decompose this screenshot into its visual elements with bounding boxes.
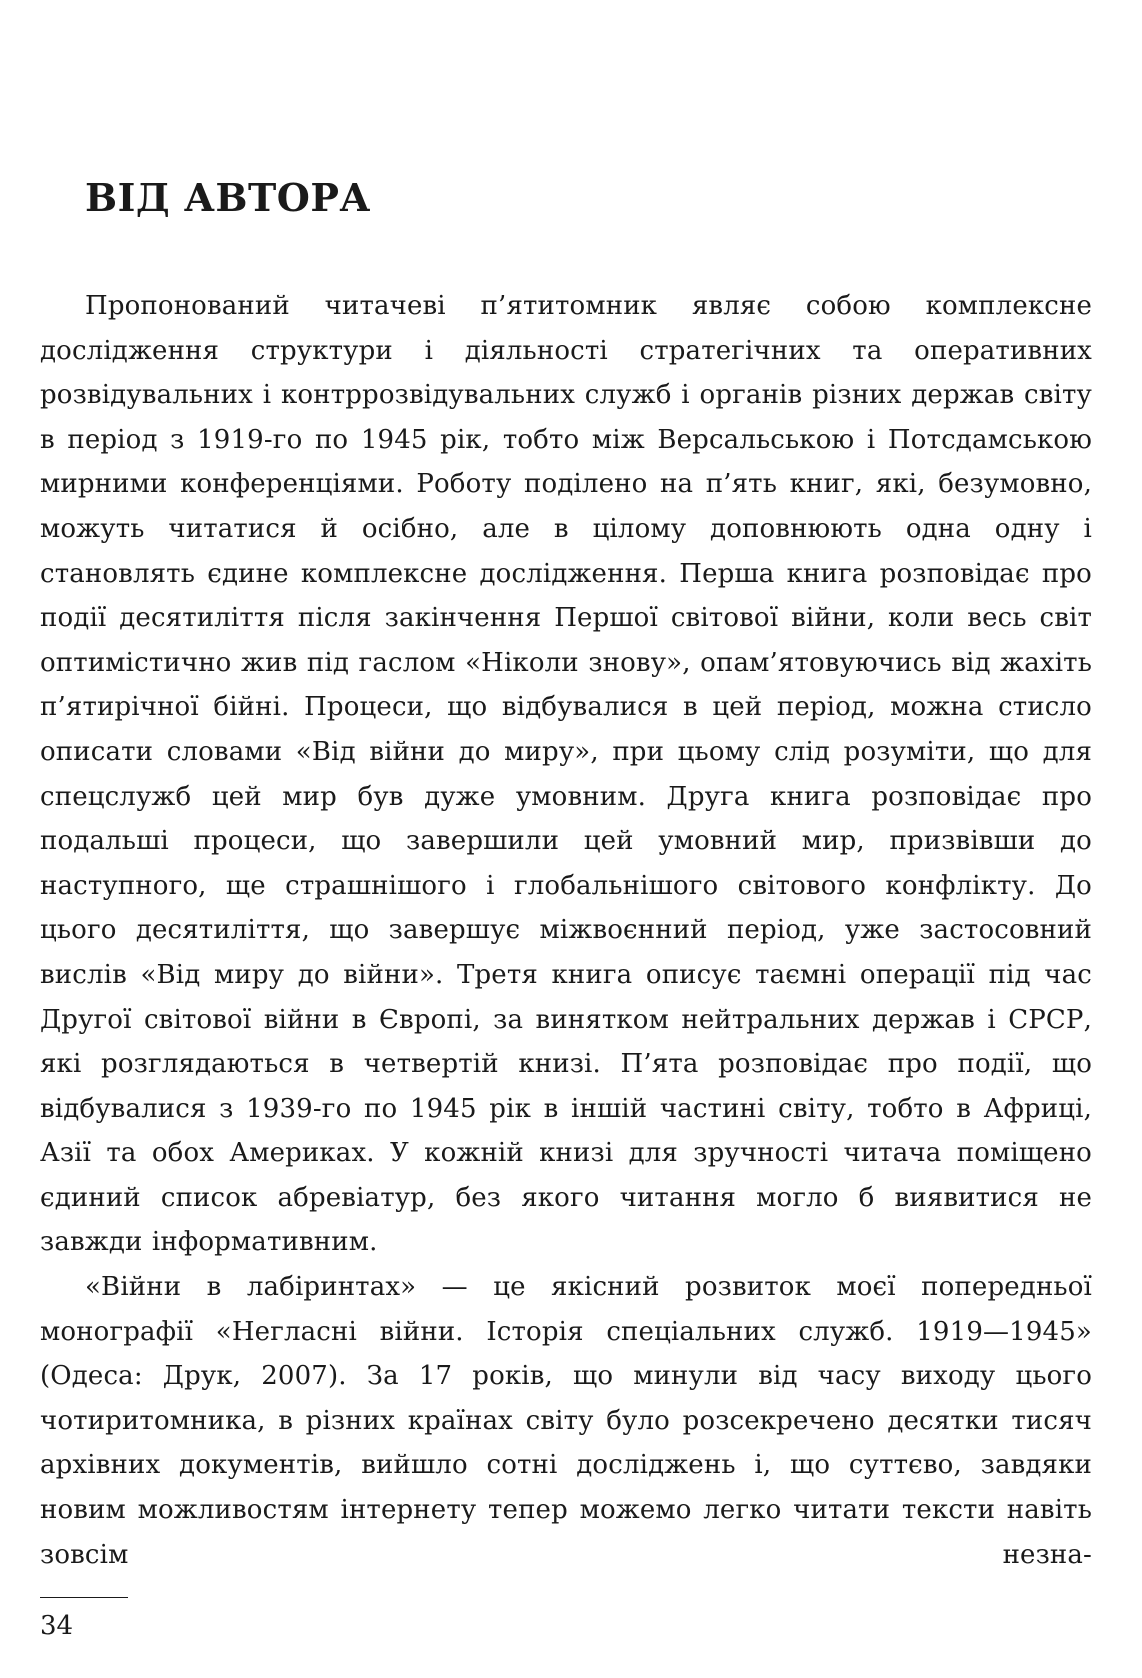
- footer-rule: [40, 1597, 128, 1598]
- chapter-heading: ВІД АВТОРА: [85, 175, 371, 220]
- body-text: [40, 284, 1092, 1577]
- page-number: 34: [40, 1611, 74, 1641]
- paragraph-2: «Війни в лабіринтах» — це якісний розвиток моєї попередньої монографії «Негласні війни. Історія спеціальних служб. 1919—1945» (Одеса: Друк, 2007). За 17 років, що минули від часу виходу цього чотиритомника, в різних країнах світу було розсекречено десятки тисяч архівних документів, вийшло сотні досліджень і, що суттєво, завдяки новим можливостям інтернету тепер можемо легко читати тексти навіть зовсім незна-: [40, 1272, 1092, 1570]
- paragraph-1: Пропонований читачеві п’ятитомник являє собою комплексне дослідження структури і діяльності стратегічних та оперативних розвідувальних і контррозвідувальних служб і органів різних держав світу в період з 1919-го по 1945 рік, тобто між Версальською і Потсдамською мирними конференціями. Роботу поділено на п’ять книг, які, безумовно, можуть читатися й осібно, але в цілому доповнюють одна одну і становлять єдине комплексне дослідження. Перша книга розповідає про події десятиліття після закінчення Першої світової війни, коли весь світ оптимістично жив під гаслом «Ніколи знову», опам’ятовуючись від жахіть п’ятирічної бійні. Процеси, що відбувалися в цей період, можна стисло описати словами «Від війни до миру», при цьому слід розуміти, що для спецслужб цей мир був дуже умовним. Друга книга розповідає про подальші процеси, що завершили цей умовний мир, призвівши до наступного, ще страшнішого і глобальнішого світового конфлікту. До цього десятиліття, що завершує міжвоєнний період, уже застосовний вислів «Від миру до війни». Третя книга описує таємні операції під час Другої світової війни в Європі, за винятком нейтральних держав і СРСР, які розглядаються в четвертій книзі. П’ята розповідає про події, що відбувалися з 1939-го по 1945 рік в іншій частині світу, тобто в Африці, Азії та обох Америках. У кожній книзі для зручності читача поміщено єдиний список абревіатур, без якого читання могло б виявитися не завжди інформативним.: [40, 291, 1092, 1258]
